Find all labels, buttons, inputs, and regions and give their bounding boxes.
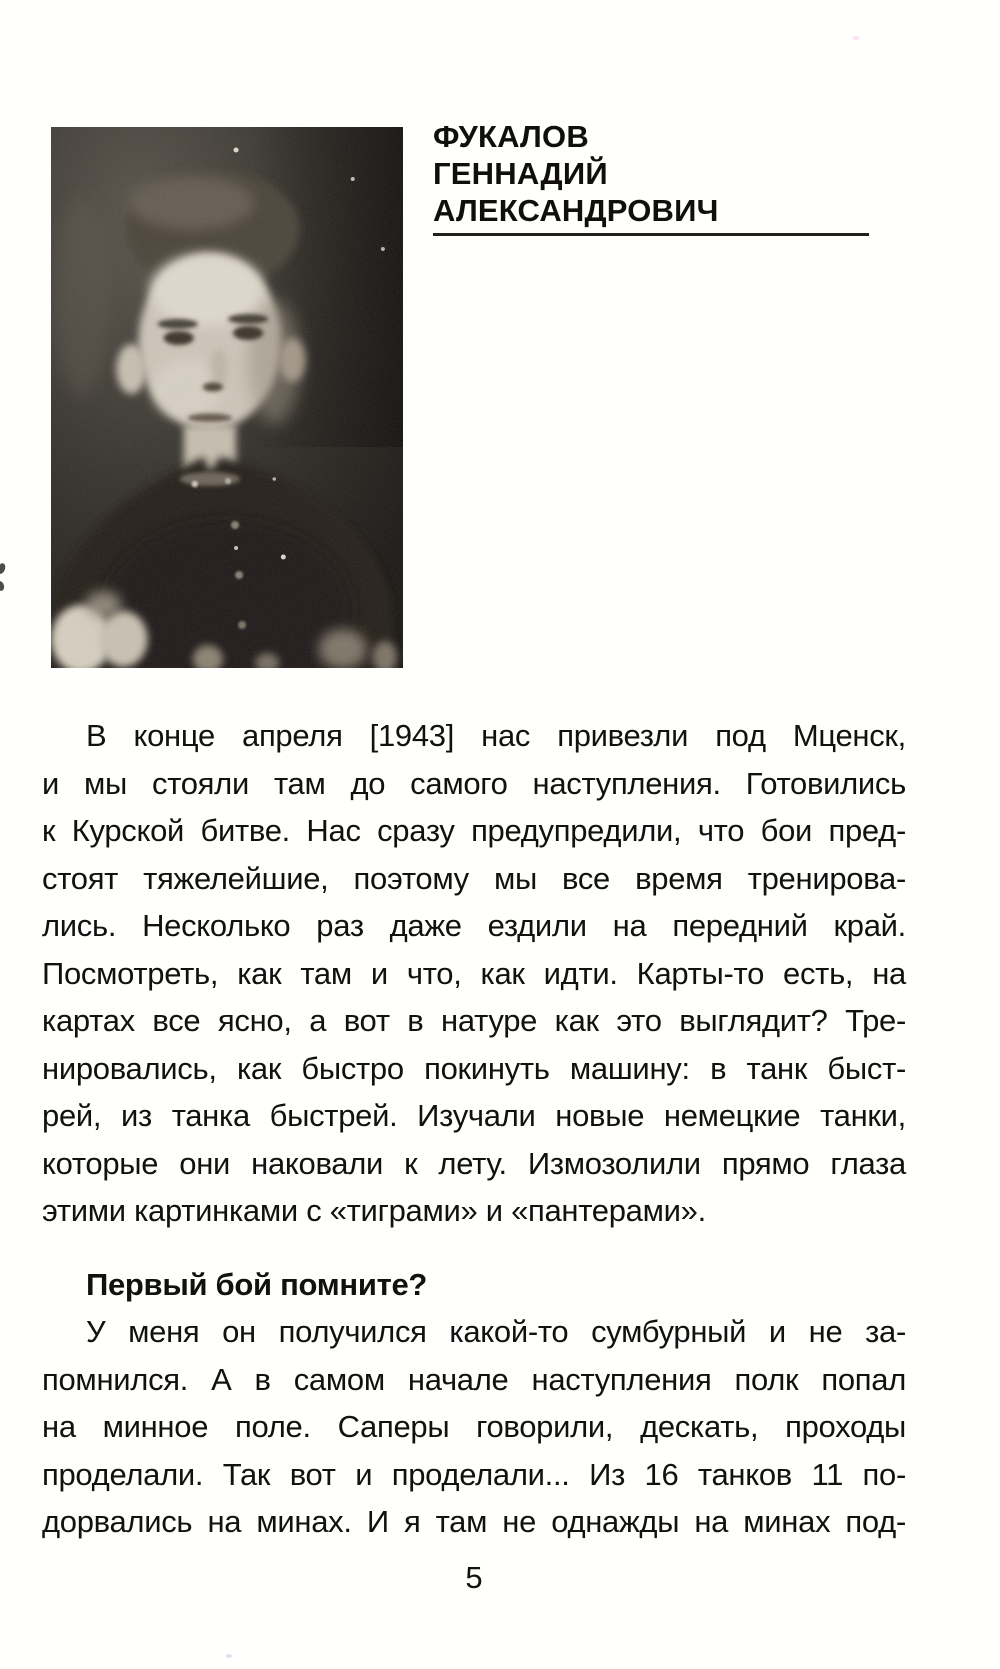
text-line: проделали. Так вот и проделали... Из 16 танков 11 по- — [42, 1456, 906, 1492]
veteran-surname: ФУКАЛОВ — [433, 119, 589, 154]
text-line: лись. Несколько раз даже ездили на передний край. — [42, 908, 906, 943]
interview-paragraph-1 — [42, 712, 906, 1235]
heading-rule — [433, 233, 869, 236]
text-line: рей, из танка быстрей. Изучали новые немецкие танки, — [42, 1098, 906, 1133]
text-line: этими картинками с «тиграми» и «пантерами». — [42, 1193, 706, 1228]
veteran-name-heading — [433, 118, 719, 229]
scan-artifact — [0, 562, 7, 575]
veteran-patronymic: АЛЕКСАНДРОВИЧ — [433, 193, 719, 228]
scan-artifact — [226, 1654, 232, 1658]
page-number: 5 — [465, 1560, 483, 1595]
scan-artifact — [0, 580, 5, 591]
text-line: картах все ясно, а вот в натуре как это выглядит? Тре- — [42, 1003, 906, 1038]
text-line: помнился. А в самом начале наступления полк попал — [42, 1361, 906, 1397]
text-line: которые они наковали к лету. Измозолили прямо глаза — [42, 1145, 906, 1181]
text-line: У меня он получился какой-то сумбурный и не за- — [86, 1314, 906, 1349]
interview-text — [42, 712, 906, 1546]
text-line: и мы стояли там до самого наступления. Готовились — [42, 765, 906, 801]
text-line: на минное поле. Саперы говорили, дескать, проходы — [42, 1409, 906, 1444]
text-line: к Курской битве. Нас сразу предупредили, что бои пред- — [42, 813, 906, 848]
text-line: нировались, как быстро покинуть машину: в танк быст- — [42, 1050, 906, 1086]
text-line: стоят тяжелейшие, поэтому мы все время тренирова- — [42, 860, 906, 896]
text-line: Посмотреть, как там и что, как идти. Карты-то есть, на — [42, 955, 906, 991]
text-line: В конце апреля [1943] нас привезли под Мценск, — [86, 718, 906, 753]
interviewer-question: Первый бой помните? — [86, 1266, 428, 1302]
veteran-firstname: ГЕННАДИЙ — [433, 156, 608, 191]
text-line: дорвались на минах. И я там не однажды на минах под- — [42, 1504, 906, 1539]
portrait-photo-art — [51, 127, 403, 668]
scan-artifact — [852, 36, 860, 40]
interview-paragraph-2 — [42, 1308, 906, 1546]
portrait-photo — [51, 127, 403, 668]
